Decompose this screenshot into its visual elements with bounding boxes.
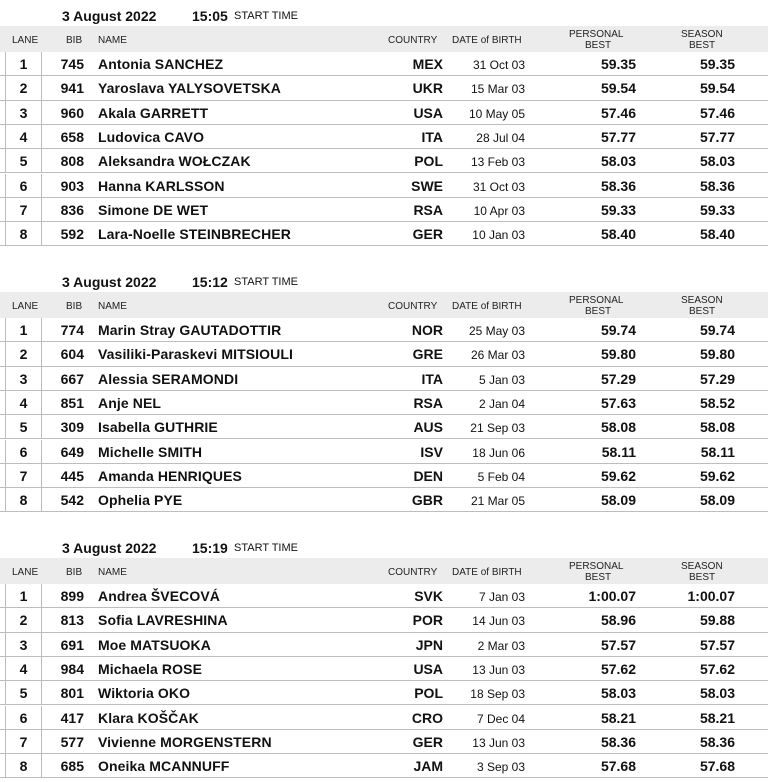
athlete-name: Michaela ROSE	[98, 660, 203, 677]
country-code: USA	[413, 104, 443, 121]
column-header-row	[0, 558, 768, 584]
date-of-birth: 15 Mar 03	[470, 82, 525, 97]
personal-best: 58.96	[600, 612, 636, 629]
header-dob: DATE of BIRTH	[452, 301, 522, 312]
header-bib: BIB	[66, 35, 83, 46]
date-of-birth: 5 Feb 04	[477, 469, 525, 484]
athlete-name: Klara KOŠČAK	[98, 709, 199, 726]
heat-date: 3 August 2022	[62, 540, 157, 556]
header-personal-best-1: PERSONAL	[569, 295, 624, 306]
season-best: 59.35	[699, 56, 735, 72]
date-of-birth: 2 Mar 03	[477, 638, 525, 653]
header-personal-best-1: PERSONAL	[569, 561, 624, 572]
table-row	[0, 488, 768, 512]
athlete-name: Aleksandra WOŁCZAK	[98, 153, 251, 170]
date-of-birth: 10 May 05	[468, 106, 525, 121]
lane-number: 4	[19, 660, 28, 677]
bib-number: 417	[60, 709, 84, 726]
table-row	[0, 391, 768, 415]
season-best: 1:00.07	[687, 588, 735, 604]
table-row	[0, 440, 768, 464]
country-code: GRE	[412, 346, 443, 363]
header-dob: DATE of BIRTH	[452, 35, 522, 46]
country-code: ITA	[421, 370, 443, 387]
country-code: ITA	[421, 128, 443, 145]
heat-start-time: 15:19	[192, 540, 228, 556]
athlete-name: Vasiliki-Paraskevi MITSIOULI	[98, 346, 293, 363]
table-row	[0, 730, 768, 754]
column-header-row	[0, 292, 768, 318]
table-row	[0, 52, 768, 76]
country-code: UKR	[412, 80, 443, 97]
personal-best: 59.33	[600, 201, 636, 218]
header-bib: BIB	[66, 301, 83, 312]
header-season-best-2: BEST	[689, 40, 716, 51]
date-of-birth: 13 Jun 03	[472, 662, 525, 677]
header-lane: LANE	[12, 567, 39, 578]
personal-best: 58.40	[600, 226, 636, 243]
date-of-birth: 25 May 03	[468, 324, 525, 338]
country-code: JPN	[415, 636, 443, 653]
bib-number: 649	[60, 443, 84, 460]
country-code: ISV	[420, 443, 443, 460]
season-best: 57.29	[699, 370, 735, 387]
date-of-birth: 18 Jun 06	[472, 445, 525, 460]
table-row	[0, 706, 768, 730]
lane-number: 3	[19, 636, 28, 653]
date-of-birth: 21 Sep 03	[470, 421, 525, 436]
country-code: DEN	[413, 467, 443, 484]
personal-best: 57.62	[600, 660, 636, 677]
personal-best: 58.36	[600, 733, 636, 750]
heat-date: 3 August 2022	[62, 274, 157, 290]
athlete-name: Ophelia PYE	[98, 492, 183, 509]
season-best: 59.74	[699, 322, 735, 338]
table-row	[0, 174, 768, 198]
header-personal-best-2: BEST	[585, 306, 612, 317]
header-country: COUNTRY	[388, 35, 438, 46]
season-best: 57.77	[699, 128, 735, 145]
country-code: AUS	[413, 419, 443, 436]
table-row	[0, 681, 768, 705]
athlete-name: Akala GARRETT	[98, 104, 209, 121]
athlete-name: Antonia SANCHEZ	[98, 56, 224, 72]
start-time-label: START TIME	[234, 542, 298, 554]
header-bib: BIB	[66, 567, 83, 578]
lane-number: 6	[19, 177, 28, 194]
table-row	[0, 76, 768, 100]
heat-date: 3 August 2022	[62, 8, 157, 24]
start-time-label: START TIME	[234, 276, 298, 288]
athlete-name: Isabella GUTHRIE	[98, 419, 218, 436]
country-code: RSA	[413, 394, 443, 411]
table-row	[0, 367, 768, 391]
lane-number: 4	[19, 128, 28, 145]
athlete-name: Anje NEL	[98, 394, 162, 411]
season-best: 59.54	[699, 80, 735, 97]
table-row	[0, 657, 768, 681]
start-time-label: START TIME	[234, 10, 298, 22]
season-best: 58.09	[699, 492, 735, 509]
bib-number: 309	[60, 419, 84, 436]
lane-number: 5	[19, 419, 28, 436]
lane-number: 4	[19, 394, 28, 411]
season-best: 57.68	[699, 758, 735, 775]
table-row	[0, 125, 768, 149]
header-personal-best-2: BEST	[585, 572, 612, 583]
season-best: 57.62	[699, 660, 735, 677]
table-row	[0, 342, 768, 366]
athlete-name: Amanda HENRIQUES	[98, 467, 242, 484]
lane-number: 2	[19, 80, 28, 97]
lane-number: 1	[19, 322, 28, 338]
country-code: RSA	[413, 201, 443, 218]
personal-best: 58.03	[600, 153, 636, 170]
table-row	[0, 318, 768, 342]
season-best: 57.46	[699, 104, 735, 121]
personal-best: 57.29	[600, 370, 636, 387]
country-code: MEX	[412, 56, 443, 72]
date-of-birth: 3 Sep 03	[476, 760, 525, 775]
athlete-name: Simone DE WET	[98, 201, 209, 218]
country-code: USA	[413, 660, 443, 677]
personal-best: 59.80	[600, 346, 636, 363]
personal-best: 58.21	[600, 709, 636, 726]
season-best: 59.33	[699, 201, 735, 218]
date-of-birth: 26 Mar 03	[470, 348, 525, 363]
athlete-name: Michelle SMITH	[98, 443, 203, 460]
header-season-best-1: SEASON	[681, 29, 723, 40]
date-of-birth: 5 Jan 03	[478, 372, 525, 387]
header-name: NAME	[98, 35, 127, 46]
lane-number: 5	[19, 685, 28, 702]
lane-number: 7	[19, 201, 28, 218]
bib-number: 577	[60, 733, 84, 750]
country-code: JAM	[413, 758, 443, 775]
bib-number: 745	[60, 56, 84, 72]
bib-number: 808	[60, 153, 84, 170]
country-code: GER	[412, 226, 443, 243]
table-row	[0, 101, 768, 125]
heat-start-time: 15:12	[192, 274, 228, 290]
athlete-name: Sofia LAVRESHINA	[98, 612, 228, 629]
personal-best: 57.63	[600, 394, 636, 411]
date-of-birth: 7 Jan 03	[478, 590, 525, 604]
season-best: 59.62	[699, 467, 735, 484]
date-of-birth: 10 Jan 03	[472, 228, 525, 243]
date-of-birth: 21 Mar 05	[470, 494, 525, 509]
bib-number: 813	[60, 612, 84, 629]
lane-number: 2	[19, 346, 28, 363]
date-of-birth: 18 Sep 03	[470, 687, 525, 702]
header-country: COUNTRY	[388, 301, 438, 312]
date-of-birth: 14 Jun 03	[472, 614, 525, 629]
header-lane: LANE	[12, 301, 39, 312]
header-personal-best-1: PERSONAL	[569, 29, 624, 40]
season-best: 58.08	[699, 419, 735, 436]
lane-number: 5	[19, 153, 28, 170]
athlete-name: Alessia SERAMONDI	[98, 370, 239, 387]
lane-number: 2	[19, 612, 28, 629]
season-best: 58.03	[699, 685, 735, 702]
country-code: GER	[412, 733, 443, 750]
lane-number: 7	[19, 733, 28, 750]
season-best: 58.52	[699, 394, 735, 411]
header-name: NAME	[98, 567, 127, 578]
bib-number: 658	[60, 128, 84, 145]
column-header-row	[0, 26, 768, 52]
bib-number: 667	[60, 370, 84, 387]
country-code: CRO	[411, 709, 443, 726]
table-row	[0, 754, 768, 778]
heat-block	[0, 4, 768, 246]
date-of-birth: 31 Oct 03	[472, 58, 525, 72]
season-best: 58.21	[699, 709, 735, 726]
personal-best: 1:00.07	[588, 588, 636, 604]
lane-number: 3	[19, 104, 28, 121]
personal-best: 57.46	[600, 104, 636, 121]
bib-number: 542	[60, 492, 84, 509]
country-code: SWE	[411, 177, 443, 194]
bib-number: 445	[60, 467, 84, 484]
date-of-birth: 31 Oct 03	[472, 179, 525, 194]
personal-best: 57.77	[600, 128, 636, 145]
table-row	[0, 464, 768, 488]
lane-number: 6	[19, 443, 28, 460]
table-row	[0, 149, 768, 173]
country-code: GBR	[411, 492, 443, 509]
bib-number: 903	[60, 177, 84, 194]
header-season-best-2: BEST	[689, 572, 716, 583]
bib-number: 774	[60, 322, 84, 338]
bib-number: 899	[60, 588, 84, 604]
lane-number: 1	[19, 56, 28, 72]
heat-block	[0, 270, 768, 512]
athlete-name: Lara-Noelle STEINBRECHER	[98, 226, 291, 243]
date-of-birth: 28 Jul 04	[476, 130, 525, 145]
lane-number: 8	[19, 226, 28, 243]
bib-number: 984	[60, 660, 84, 677]
personal-best: 58.11	[601, 443, 636, 460]
bib-number: 836	[60, 201, 84, 218]
date-of-birth: 13 Feb 03	[470, 155, 525, 170]
season-best: 58.36	[699, 733, 735, 750]
country-code: POR	[412, 612, 443, 629]
heat-block	[0, 536, 768, 778]
lane-number: 6	[19, 709, 28, 726]
personal-best: 59.54	[600, 80, 636, 97]
bib-number: 604	[60, 346, 84, 363]
personal-best: 58.09	[600, 492, 636, 509]
country-code: POL	[414, 685, 443, 702]
header-personal-best-2: BEST	[585, 40, 612, 51]
country-code: SVK	[414, 588, 443, 604]
country-code: POL	[414, 153, 443, 170]
heat-start-time: 15:05	[192, 8, 228, 24]
header-season-best-1: SEASON	[681, 561, 723, 572]
season-best: 59.80	[699, 346, 735, 363]
bib-number: 960	[60, 104, 84, 121]
personal-best: 59.62	[600, 467, 636, 484]
athlete-name: Moe MATSUOKA	[98, 636, 211, 653]
header-name: NAME	[98, 301, 127, 312]
athlete-name: Andrea ŠVECOVÁ	[98, 588, 220, 604]
athlete-name: Wiktoria OKO	[98, 685, 191, 702]
bib-number: 801	[60, 685, 84, 702]
bib-number: 941	[60, 80, 84, 97]
lane-number: 3	[19, 370, 28, 387]
season-best: 59.88	[699, 612, 735, 629]
season-best: 57.57	[699, 636, 735, 653]
personal-best: 58.03	[600, 685, 636, 702]
lane-number: 7	[19, 467, 28, 484]
personal-best: 59.35	[600, 56, 636, 72]
table-row	[0, 608, 768, 632]
personal-best: 58.08	[600, 419, 636, 436]
personal-best: 57.57	[600, 636, 636, 653]
country-code: NOR	[411, 322, 443, 338]
season-best: 58.11	[700, 443, 735, 460]
table-row	[0, 198, 768, 222]
personal-best: 59.74	[600, 322, 636, 338]
athlete-name: Ludovica CAVO	[98, 128, 205, 145]
table-row	[0, 633, 768, 657]
athlete-name: Yaroslava YALYSOVETSKA	[98, 80, 282, 97]
date-of-birth: 7 Dec 04	[476, 711, 525, 726]
season-best: 58.40	[699, 226, 735, 243]
bib-number: 685	[60, 758, 84, 775]
athlete-name: Hanna KARLSSON	[98, 177, 225, 194]
athlete-name: Marin Stray GAUTADOTTIR	[98, 322, 282, 338]
header-season-best-1: SEASON	[681, 295, 723, 306]
table-row	[0, 584, 768, 608]
athlete-name: Vivienne MORGENSTERN	[98, 733, 272, 750]
lane-number: 1	[19, 588, 28, 604]
personal-best: 58.36	[600, 177, 636, 194]
date-of-birth: 13 Jun 03	[472, 735, 525, 750]
header-dob: DATE of BIRTH	[452, 567, 522, 578]
table-row	[0, 222, 768, 246]
header-country: COUNTRY	[388, 567, 438, 578]
personal-best: 57.68	[600, 758, 636, 775]
lane-number: 8	[19, 758, 28, 775]
lane-number: 8	[19, 492, 28, 509]
table-row	[0, 415, 768, 439]
athlete-name: Oneika MCANNUFF	[98, 758, 230, 775]
season-best: 58.36	[699, 177, 735, 194]
date-of-birth: 10 Apr 03	[473, 203, 525, 218]
bib-number: 691	[60, 636, 84, 653]
bib-number: 851	[60, 394, 84, 411]
date-of-birth: 2 Jan 04	[478, 396, 525, 411]
header-lane: LANE	[12, 35, 39, 46]
bib-number: 592	[60, 226, 84, 243]
header-season-best-2: BEST	[689, 306, 716, 317]
season-best: 58.03	[699, 153, 735, 170]
